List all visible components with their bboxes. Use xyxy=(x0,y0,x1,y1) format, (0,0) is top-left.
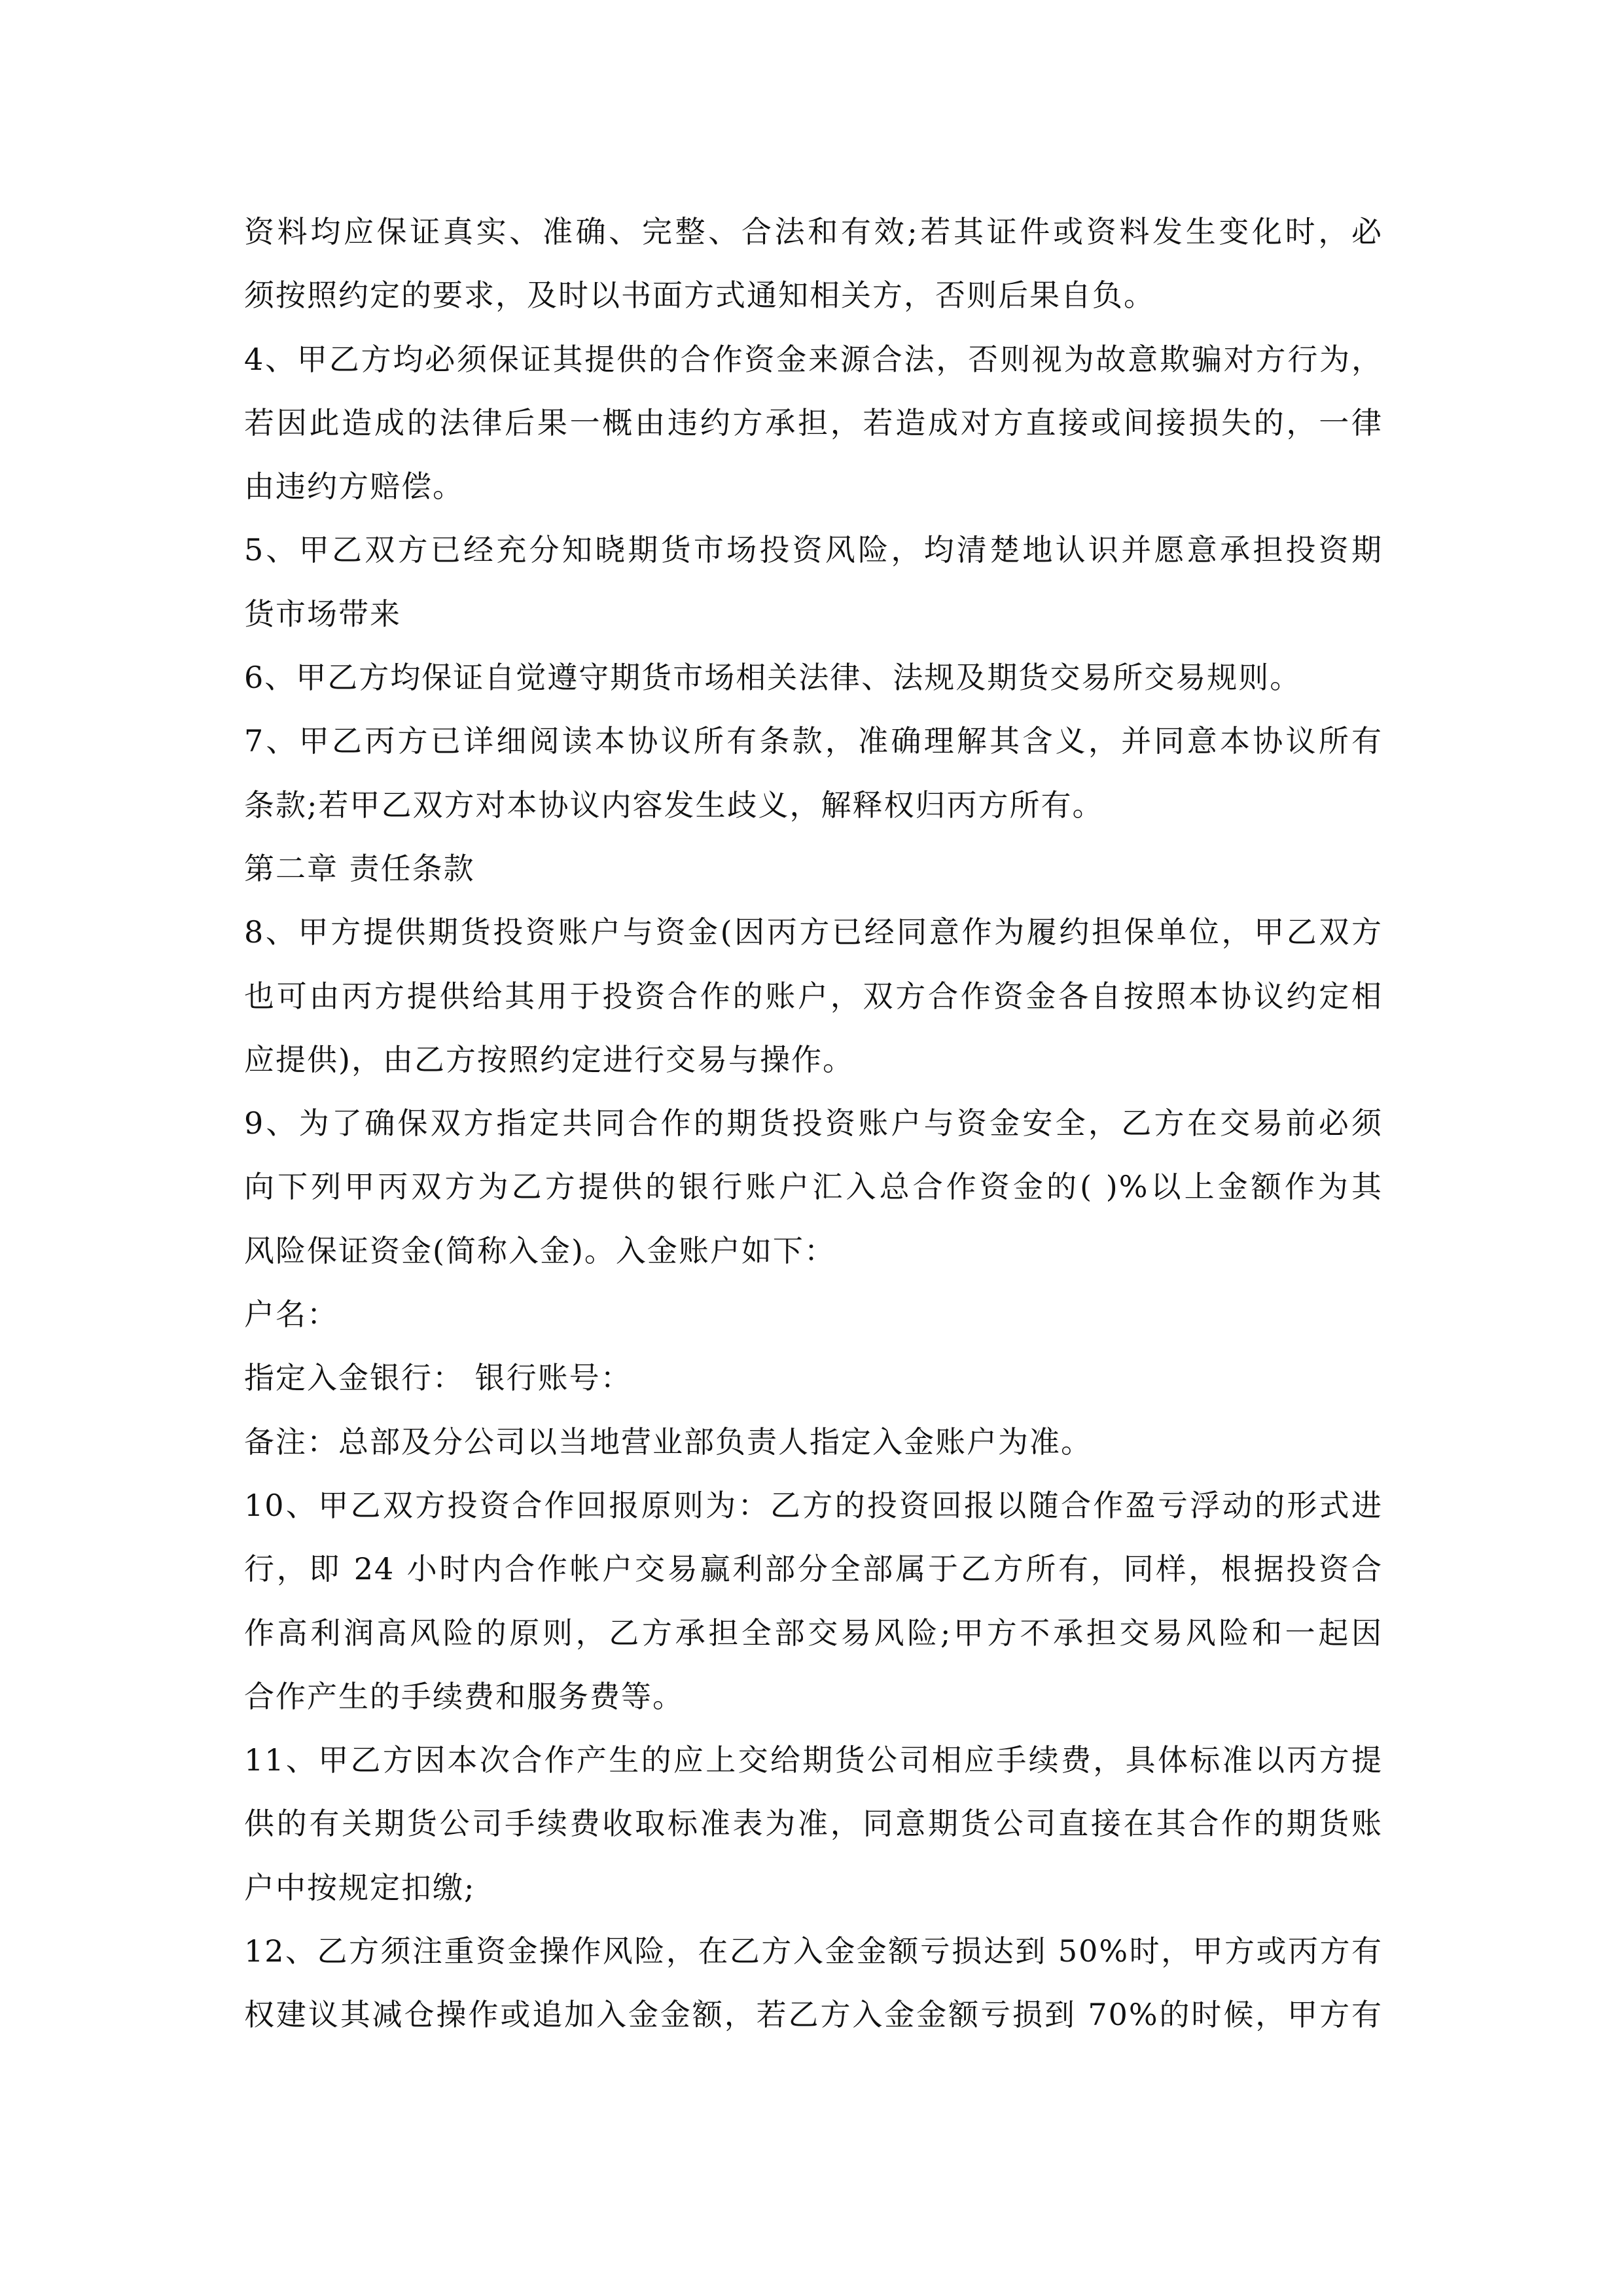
text-line: 4、甲乙方均必须保证其提供的合作资金来源合法，否则视为故意欺骗对方行为， xyxy=(244,341,1383,377)
text-line: 资料均应保证真实、准确、完整、合法和有效;若其证件或资料发生变化时，必 xyxy=(244,214,1383,249)
text-line: 若因此造成的法律后果一概由违约方承担，若造成对方直接或间接损失的，一律 xyxy=(244,404,1383,440)
text-line: 8、甲方提供期货投资账户与资金(因丙方已经同意作为履约担保单位，甲乙双方 xyxy=(244,914,1383,950)
text-line: 户名： xyxy=(244,1297,338,1333)
text-line: 风险保证资金(简称入金)。入金账户如下： xyxy=(244,1232,836,1268)
text-line: 货市场带来 xyxy=(244,596,401,632)
text-line: 5、甲乙双方已经充分知晓期货市场投资风险，均清楚地认识并愿意承担投资期 xyxy=(244,532,1383,568)
text-line: 合作产生的手续费和服务费等。 xyxy=(244,1678,684,1714)
text-line: 6、甲乙方均保证自觉遵守期货市场相关法律、法规及期货交易所交易规则。 xyxy=(244,660,1302,696)
text-line: 指定入金银行： 银行账号： xyxy=(244,1360,632,1396)
text-line: 也可由丙方提供给其用于投资合作的账户，双方合作资金各自按照本协议约定相 xyxy=(244,978,1383,1014)
text-line: 由违约方赔偿。 xyxy=(244,469,464,505)
text-line: 备注：总部及分公司以当地营业部负责人指定入金账户为准。 xyxy=(244,1424,1092,1460)
text-line: 须按照约定的要求，及时以书面方式通知相关方，否则后果自负。 xyxy=(244,278,1155,314)
text-line: 应提供)，由乙方按照约定进行交易与操作。 xyxy=(244,1041,854,1077)
text-line: 作高利润高风险的原则，乙方承担全部交易风险;甲方不承担交易风险和一起因 xyxy=(244,1615,1383,1651)
chapter-heading: 第二章 责任条款 xyxy=(244,850,475,886)
text-line: 11、甲乙方因本次合作产生的应上交给期货公司相应手续费，具体标准以丙方提 xyxy=(244,1742,1383,1778)
text-line: 户中按规定扣缴; xyxy=(244,1869,476,1905)
text-line: 10、甲乙双方投资合作回报原则为：乙方的投资回报以随合作盈亏浮动的形式进 xyxy=(244,1487,1383,1523)
text-line: 12、乙方须注重资金操作风险，在乙方入金金额亏损达到 50%时，甲方或丙方有 xyxy=(244,1933,1383,1969)
text-line: 向下列甲丙双方为乙方提供的银行账户汇入总合作资金的( )%以上金额作为其 xyxy=(244,1169,1383,1205)
text-line: 供的有关期货公司手续费收取标准表为准，同意期货公司直接在其合作的期货账 xyxy=(244,1806,1383,1842)
text-line: 行，即 24 小时内合作帐户交易赢利部分全部属于乙方所有，同样，根据投资合 xyxy=(244,1551,1383,1587)
text-line: 权建议其减仓操作或追加入金金额，若乙方入金金额亏损到 70%的时候，甲方有 xyxy=(244,1997,1383,2033)
text-line: 7、甲乙丙方已详细阅读本协议所有条款，准确理解其含义，并同意本协议所有 xyxy=(244,723,1383,759)
document-body xyxy=(244,200,1383,2047)
text-line: 9、为了确保双方指定共同合作的期货投资账户与资金安全，乙方在交易前必须 xyxy=(244,1105,1383,1141)
text-line: 条款;若甲乙双方对本协议内容发生歧义，解释权归丙方所有。 xyxy=(244,787,1104,823)
